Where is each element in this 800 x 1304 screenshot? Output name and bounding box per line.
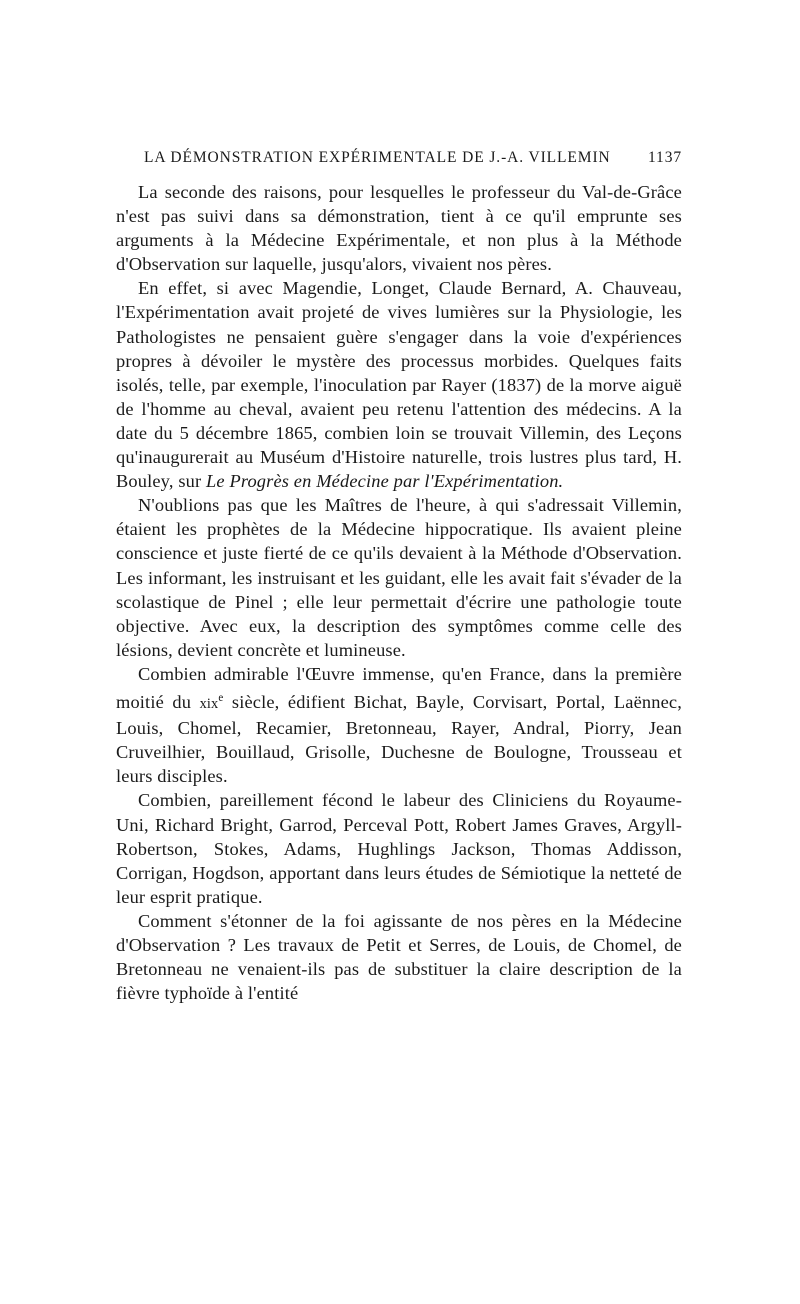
paragraph-2 xyxy=(116,276,682,493)
paragraph-1-text: La seconde des raisons, pour lesquelles le professeur du Val-de-Grâce n'est pas suivi dans sa démonstration, tient à ce qu'il emprunte ses arguments à la Médecine Expérimentale, et non plus à la Méthode d'Observation sur laquelle, jusqu'alors, vivaient nos pères. xyxy=(116,182,682,275)
paragraph-6-text: Comment s'étonner de la foi agissante de nos pères en la Médecine d'Observation ? Les travaux de Petit et Serres, de Louis, de Chomel, de Bretonneau ne venaient-ils pas de substituer la claire description de la fièvre typhoïde à l'entité xyxy=(116,910,682,1004)
paragraph-5-text: Combien, pareillement fécond le labeur des Cliniciens du Royaume-Uni, Richard Bright, Garrod, Perceval Pott, Robert James Graves, Argyll-Robertson, Stokes, Adams, Hughlings Jackson, Thomas Addisson, Corrigan, Hogdson, apportant dans leurs études de Sémiotique la netteté de leur esprit pratique. xyxy=(116,790,682,907)
page-number: 1137 xyxy=(647,149,682,166)
paragraph-2-text: En effet, si avec Magendie, Longet, Claude Bernard, A. Chauveau, l'Expérimentation avait projeté de vives lumières sur la Physiologie, les Pathologistes ne pensaient guère s'engager dans la voie d'expériences propres à dévoiler le mystère des processus morbides. Quelques faits isolés, telle, par exemple, l'inoculation par Rayer (1837) de la morve aiguë de l'homme au cheval, avaient peu retenu l'attention des médecins. A la date du 5 décembre 1865, combien loin se trouvait Villemin, des Leçons qu'inaugurerait au Muséum d'Histoire naturelle, trois lustres plus tard, H. Bouley, sur xyxy=(116,278,682,492)
paragraph-4-text: Combien admirable l'Œuvre immense, qu'en France, dans la première moitié du xyxy=(116,663,682,713)
century-superscript: e xyxy=(218,691,224,704)
paragraph-4 xyxy=(116,662,682,789)
body-text xyxy=(116,180,682,1005)
running-title: LA DÉMONSTRATION EXPÉRIMENTALE DE J.-A. VILLEMIN xyxy=(144,149,611,166)
book-title-italic: Le Progrès en Médecine par l'Expérimentation. xyxy=(206,471,564,492)
book-page xyxy=(116,148,682,1005)
paragraph-5 xyxy=(116,788,682,908)
paragraph-6 xyxy=(116,909,682,1005)
paragraph-3-text: N'oublions pas que les Maîtres de l'heure, à qui s'adressait Villemin, étaient les prophètes de la Médecine hippocratique. Ils avaient pleine conscience et juste fierté de ce qu'ils devaient à la Méthode d'Observation. Les informant, les instruisant et les guidant, elle les avait fait s'évader de la scolastique de Pinel ; elle leur permettait d'écrire une pathologie toute objective. Avec eux, la description des symptômes comme celle des lésions, devient concrète et lumineuse. xyxy=(116,495,682,660)
paragraph-1 xyxy=(116,180,682,276)
paragraph-4-text-after: siècle, édifient Bichat, Bayle, Corvisart, Portal, Laënnec, Louis, Chomel, Recamier, Bretonneau, Rayer, Andral, Piorry, Jean Cruveilhier, Bouillaud, Grisolle, Duchesne de Boulogne, Trousseau et leurs disciples. xyxy=(116,692,682,787)
running-head xyxy=(144,148,682,168)
century-numeral: xix xyxy=(199,696,219,713)
paragraph-3 xyxy=(116,493,682,662)
